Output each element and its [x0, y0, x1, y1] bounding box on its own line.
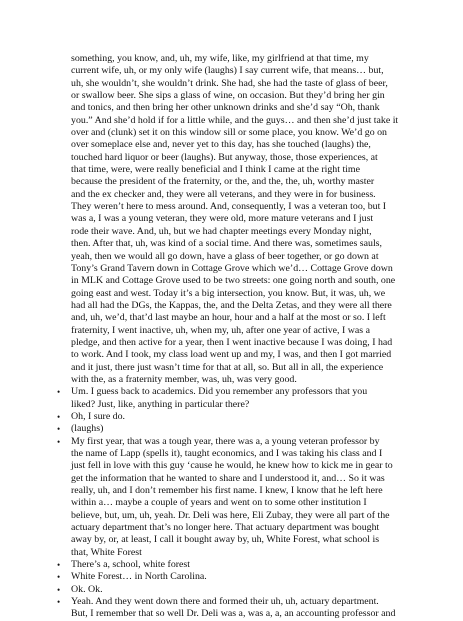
- bullet-marker: •: [57, 387, 61, 398]
- transcript-entry: [57, 571, 407, 583]
- text-line: yeah, then we would all go down, have a glass of beer together, or go down at: [71, 250, 379, 262]
- continued-paragraph: [57, 53, 407, 386]
- bullet-marker: •: [57, 560, 61, 571]
- text-line: over and (clunk) set it on this window sill or some place, you know. We’d go on: [71, 127, 387, 139]
- text-line: you.” And she’d hold if for a little while, and the guys… and then she’d just take it: [71, 114, 399, 126]
- transcript-entry: [57, 411, 407, 423]
- bullet-marker: •: [57, 597, 61, 608]
- text-line: They weren’t here to mess around. And, consequently, I was a veteran too, but I: [71, 201, 387, 213]
- text-line: liked? Just, like, anything in particular there?: [71, 398, 250, 410]
- text-line: rode their wave. And, uh, but we had chapter meetings every Monday night,: [71, 225, 372, 237]
- text-line: Tony’s Grand Tavern down in Cottage Grove which we’d… Cottage Grove down: [71, 262, 393, 274]
- text-line: There’s a, school, white forest: [71, 559, 191, 571]
- entry-text: [71, 53, 407, 386]
- text-line: had all had the DGs, the Kappas, the, and the Delta Zetas, and they were all there: [71, 299, 392, 311]
- transcript-body: [57, 53, 407, 621]
- text-line: Oh, I sure do.: [71, 410, 126, 422]
- transcript-entry: [57, 559, 407, 571]
- text-line: that time, were, were really beneficial and I think I came at the right time: [71, 164, 360, 176]
- transcript-entry: [57, 596, 407, 621]
- text-line: or swallow beer. She sips a glass of wine, on occasion. But they’d bring her gin: [71, 90, 385, 102]
- text-line: and tonics, and then bring her other unknown drinks and she’d say “Oh, thank: [71, 102, 380, 114]
- entry-text: [71, 571, 407, 583]
- bullet-marker: •: [57, 584, 61, 595]
- text-line: and, uh, we’d, that’d last maybe an hour, hour and a half at the most or so. I left: [71, 312, 386, 324]
- entry-text: [71, 584, 407, 596]
- entry-text: [71, 411, 407, 423]
- entry-text: [71, 423, 407, 435]
- text-line: (laughs): [71, 423, 104, 435]
- text-line: that, White Forest: [71, 546, 142, 558]
- text-line: fraternity, I went inactive, uh, when my, uh, after one year of active, I was a: [71, 324, 370, 336]
- text-line: over someplace else and, never yet to this day, has she touched (laughs) the,: [71, 139, 371, 151]
- text-line: current wife, uh, or my only wife (laughs) I say current wife, that means… but,: [71, 65, 384, 77]
- text-line: Um. I guess back to academics. Did you remember any professors that you: [71, 386, 368, 398]
- text-line: going east and west. Today it’s a big intersection, you know. But, it was, uh, we: [71, 287, 386, 299]
- text-line: and it just, there just wasn’t time for that at all, so. But all in all, the experience: [71, 361, 384, 373]
- text-line: in MLK and Cottage Grove used to be two streets: one going north and south, one: [71, 275, 396, 287]
- transcript-entry: [57, 386, 407, 411]
- text-line: something, you know, and, uh, my wife, like, my girlfriend at that time, my: [71, 53, 369, 64]
- text-line: pledge, and then active for a year, then I went inactive because I was doing, I had: [71, 336, 393, 348]
- text-line: then. After that, uh, was kind of a social time. And there was, sometimes sauls,: [71, 238, 382, 250]
- transcript-entry: [57, 423, 407, 435]
- entry-text: [71, 386, 407, 411]
- bullet-marker: •: [57, 411, 61, 422]
- bullet-marker: •: [57, 424, 61, 435]
- text-line: My first year, that was a tough year, there was a, a young veteran professor by: [71, 435, 380, 447]
- text-line: because the president of the fraternity, or the, and the, the, uh, worthy master: [71, 176, 375, 188]
- text-line: and the ex checker and, they were all veterans, and they were in for business.: [71, 188, 376, 200]
- text-line: But, I remember that so well Dr. Deli was a, was a, a, an accounting professor and: [71, 608, 396, 620]
- text-line: to work. And I took, my class load went up and my, I was, and then I got married: [71, 349, 392, 361]
- text-line: away by, or, at least, I call it bought away by, uh, White Forest, what school is: [71, 534, 380, 546]
- text-line: Yeah. And they went down there and formed their uh, uh, actuary department.: [71, 596, 379, 608]
- bullet-marker: •: [57, 572, 61, 583]
- transcript-entry: [57, 584, 407, 596]
- text-line: the name of Lapp (spells it), taught economics, and I was taking his class and I: [71, 448, 383, 459]
- bullet-marker: •: [57, 436, 61, 447]
- text-line: was a, I was a young veteran, they were old, more mature veterans and I just: [71, 213, 374, 225]
- transcript-entry: [57, 436, 407, 559]
- text-line: Ok. Ok.: [71, 583, 103, 595]
- entry-text: [71, 436, 407, 559]
- text-line: within a… maybe a couple of years and went on to some other institution I: [71, 497, 367, 509]
- entry-text: [71, 596, 407, 621]
- text-line: believe, but, um, uh, yeah. Dr. Deli was here, Eli Zubay, they were all part of the: [71, 509, 390, 521]
- text-line: just fell in love with this guy ‘cause he would, he knew how to kick me in gear to: [71, 460, 393, 472]
- text-line: touched hard liquor or beer (laughs). But anyway, those, those experiences, at: [71, 151, 378, 163]
- text-line: get the information that he wanted to share and I understood it, and… So it was: [71, 472, 385, 484]
- text-line: with the, as a fraternity member, was, uh, was very good.: [71, 373, 297, 385]
- text-line: actuary department that’s no longer here. That actuary department was bought: [71, 522, 380, 534]
- bullet-marker: [57, 53, 71, 386]
- text-line: really, uh, and I don’t remember his first name. I knew, I know that he left here: [71, 485, 383, 497]
- text-line: White Forest… in North Carolina.: [71, 571, 207, 583]
- text-line: uh, she wouldn’t, she wouldn’t drink. She had, she had the taste of glass of beer,: [71, 77, 388, 89]
- entry-text: [71, 559, 407, 571]
